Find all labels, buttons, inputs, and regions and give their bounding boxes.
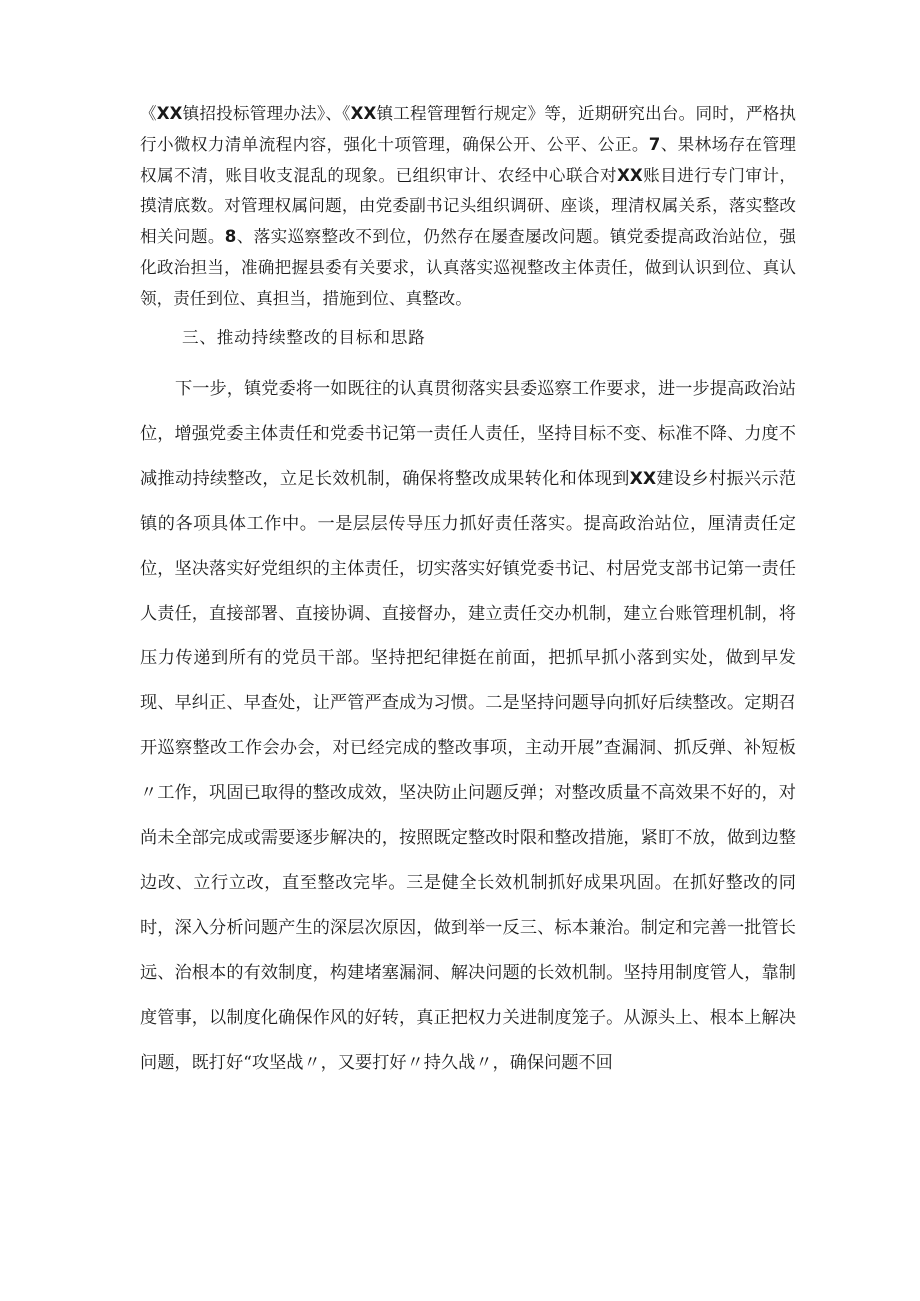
- paragraph-rectification-items: 《XX镇招投标管理办法》、《XX镇工程管理暂行规定》等，近期研究出台。同时，严格执行小微权力清单流程内容，强化十项管理，确保公开、公平、公正。7、果林场存在管理权属不清，账目收支混乱的现象。已组织审计、农经中心联合对XX账目进行专门审计，摸清底数。对管理权属问题，由党委副书记头组织调研、座谈，理清权属关系，落实整改相关问题。8、落实巡察整改不到位，仍然存在屡查屡改问题。镇党委提高政治站位，强化政治担当，准确把握县委有关要求，认真落实巡视整改主体责任，做到认识到位、真认领，责任到位、真担当，措施到位、真整改。: [140, 104, 797, 308]
- paragraph-goals-and-approach: 下一步，镇党委将一如既往的认真贯彻落实县委巡察工作要求，进一步提高政治站位，增强党委主体责任和党委书记第一责任人责任，坚持目标不变、标准不降、力度不减推动持续整改，立足长效机制，确保将整改成果转化和体现到XX建设乡村振兴示范镇的各项具体工作中。一是层层传导压力抓好责任落实。提高政治站位，厘清责任定位，坚决落实好党组织的主体责任，切实落实好镇党委书记、村居党支部书记第一责任人责任，直接部署、直接协调、直接督办，建立责任交办机制，建立台账管理机制，将压力传递到所有的党员干部。坚持把纪律挺在前面，把抓早抓小落到实处，做到早发现、早纠正、早查处，让严管严查成为习惯。二是坚持问题导向抓好后续整改。定期召开巡察整改工作会办会，对已经完成的整改事项，主动开展”查漏洞、抓反弹、补短板〃工作，巩固已取得的整改成效，坚决防止问题反弹；对整改质量不高效果不好的，对尚未全部完成或需要逐步解决的，按照既定整改时限和整改措施，紧盯不放，做到边整边改、立行立改，直至整改完毕。三是健全长效机制抓好成果巩固。在抓好整改的同时，深入分析问题产生的深层次原因，做到举一反三、标本兼治。制定和完善一批管长远、治根本的有效制度，构建堵塞漏洞、解决问题的长效机制。坚持用制度管人，靠制度管事，以制度化确保作风的好转，真正把权力关进制度笼子。从源头上、根本上解决问题，既打好“攻坚战〃，又要打好〃持久战〃，确保问题不回: [140, 379, 796, 1073]
- section-heading: 三、推动持续整改的目标和思路: [182, 328, 426, 347]
